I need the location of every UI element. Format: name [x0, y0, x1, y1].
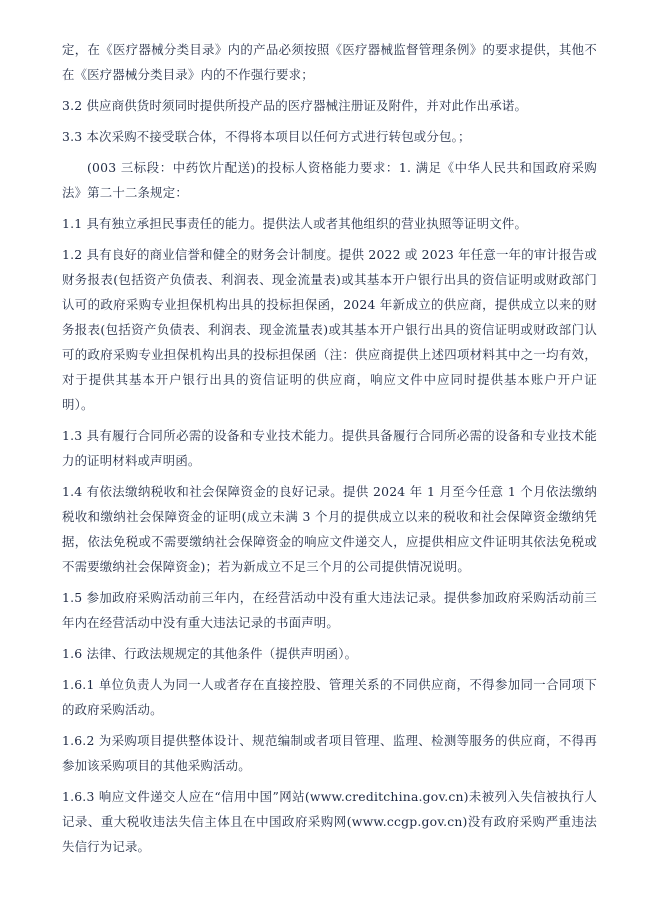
paragraph-3-2: 3.2 供应商供货时须同时提供所投产品的医疗器械注册证及附件，并对此作出承诺。	[62, 98, 528, 113]
paragraph-1-5: 1.5 参加政府采购活动前三年内，在经营活动中没有重大违法记录。提供参加政府采购活动前三年内在经营活动中没有重大违法记录的书面声明。	[62, 590, 597, 630]
paragraph-1-2: 1.2 具有良好的商业信誉和健全的财务会计制度。提供 2022 或 2023 年任意一年的审计报告或财务报表(包括资产负债表、利润表、现金流量表)或其基本开户银行出具的资信证明或财政部门认可的政府采购专业担保机构出具的投标担保函，2024 年新成立的供应商，提供成立以来的财务报表(包括资产负债表、利润表、现金流量表)或其基本开户银行出具的资信证明或财政部门认可的政府采购专业担保机构出具的投标担保函（注：供应商提供上述四项材料其中之一均有效，对于提供其基本开户银行出具的资信证明的供应商，响应文件中应同时提供基本账户开户证明）。	[62, 247, 597, 412]
paragraph-1-6: 1.6 法律、行政法规规定的其他条件（提供声明函）。	[62, 646, 358, 661]
paragraph-3-3: 3.3 本次采购不接受联合体，不得将本项目以任何方式进行转包或分包。；	[62, 129, 471, 144]
paragraph-continuation: 定，在《医疗器械分类目录》内的产品必须按照《医疗器械监督管理条例》的要求提供，其他不在《医疗器械分类目录》内的不作强行要求；	[62, 42, 597, 82]
paragraph-1-6-1: 1.6.1 单位负责人为同一人或者存在直接控股、管理关系的不同供应商，不得参加同一合同项下的政府采购活动。	[62, 677, 597, 717]
paragraph-1-4: 1.4 有依法缴纳税收和社会保障资金的良好记录。提供 2024 年 1 月至今任意 1 个月依法缴纳税收和缴纳社会保障资金的证明(成立未满 3 个月的提供成立以来的税收和社会保障资金缴纳凭据，依法免税或不需要缴纳社会保障资金的响应文件递交人，应提供相应文件证明其依法免税或不需要缴纳社会保障资金)；若为新成立不足三个月的公司提供情况说明。	[62, 484, 597, 574]
paragraph-1-6-3: 1.6.3 响应文件递交人应在“信用中国”网站(www.creditchina.gov.cn)未被列入失信被执行人记录、重大税收违法失信主体且在中国政府采购网(www.ccgp.gov.cn)没有政府采购严重违法失信行为记录。	[62, 789, 597, 854]
paragraph-lot3-requirements: (003 三标段：中药饮片配送)的投标人资格能力要求：1. 满足《中华人民共和国政府采购法》第二十二条规定：	[62, 160, 597, 200]
paragraph-1-3: 1.3 具有履行合同所必需的设备和专业技术能力。提供具备履行合同所必需的设备和专业技术能力的证明材料或声明函。	[62, 428, 597, 468]
paragraph-1-1: 1.1 具有独立承担民事责任的能力。提供法人或者其他组织的营业执照等证明文件。	[62, 216, 528, 231]
paragraph-1-6-2: 1.6.2 为采购项目提供整体设计、规范编制或者项目管理、监理、检测等服务的供应商，不得再参加该采购项目的其他采购活动。	[62, 733, 597, 773]
